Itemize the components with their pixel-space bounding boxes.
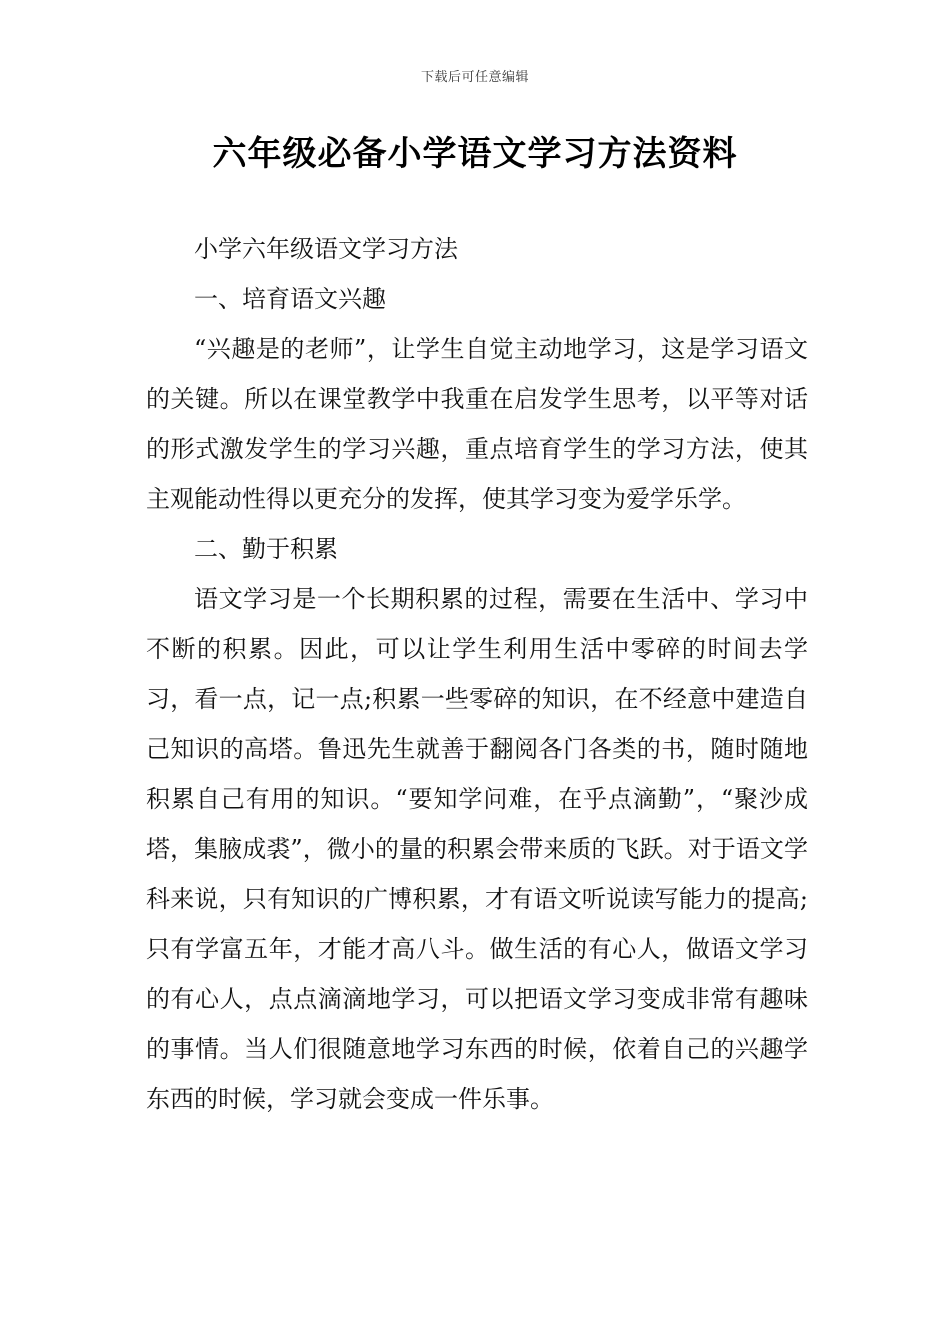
paragraph-interest: “兴趣是的老师”，让学生自觉主动地学习，这是学习语文的关键。所以在课堂教学中我重在启发学生思考，以平等对话的形式激发学生的学习兴趣，重点培育学生的学习方法，使其主观能动性得以更充分的发挥，使其学习变为爱学乐学。 [146, 335, 808, 513]
section-heading-accumulate: 二、勤于积累 [194, 535, 338, 563]
section-heading-interest: 一、培育语文兴趣 [194, 285, 386, 313]
paragraph-accumulate: 语文学习是一个长期积累的过程，需要在生活中、学习中不断的积累。因此，可以让学生利用生活中零碎的时间去学习，看一点，记一点;积累一些零碎的知识，在不经意中建造自己知识的高塔。鲁迅先生就善于翻阅各门各类的书，随时随地积累自己有用的知识。“要知学问难，在乎点滴勤”，“聚沙成塔，集腋成裘”，微小的量的积累会带来质的飞跃。对于语文学科来说，只有知识的广博积累，才有语文听说读写能力的提高;只有学富五年，才能才高八斗。做生活的有心人，做语文学习的有心人，点点滴滴地学习，可以把语文学习变成非常有趣味的事情。当人们很随意地学习东西的时候，依着自己的兴趣学东西的时候，学习就会变成一件乐事。 [146, 585, 808, 1113]
document-body [146, 224, 808, 1124]
section-heading-main: 小学六年级语文学习方法 [194, 235, 458, 263]
page-header-note: 下载后可任意编辑 [420, 70, 529, 85]
document-title: 六年级必备小学语文学习方法资料 [212, 134, 738, 174]
